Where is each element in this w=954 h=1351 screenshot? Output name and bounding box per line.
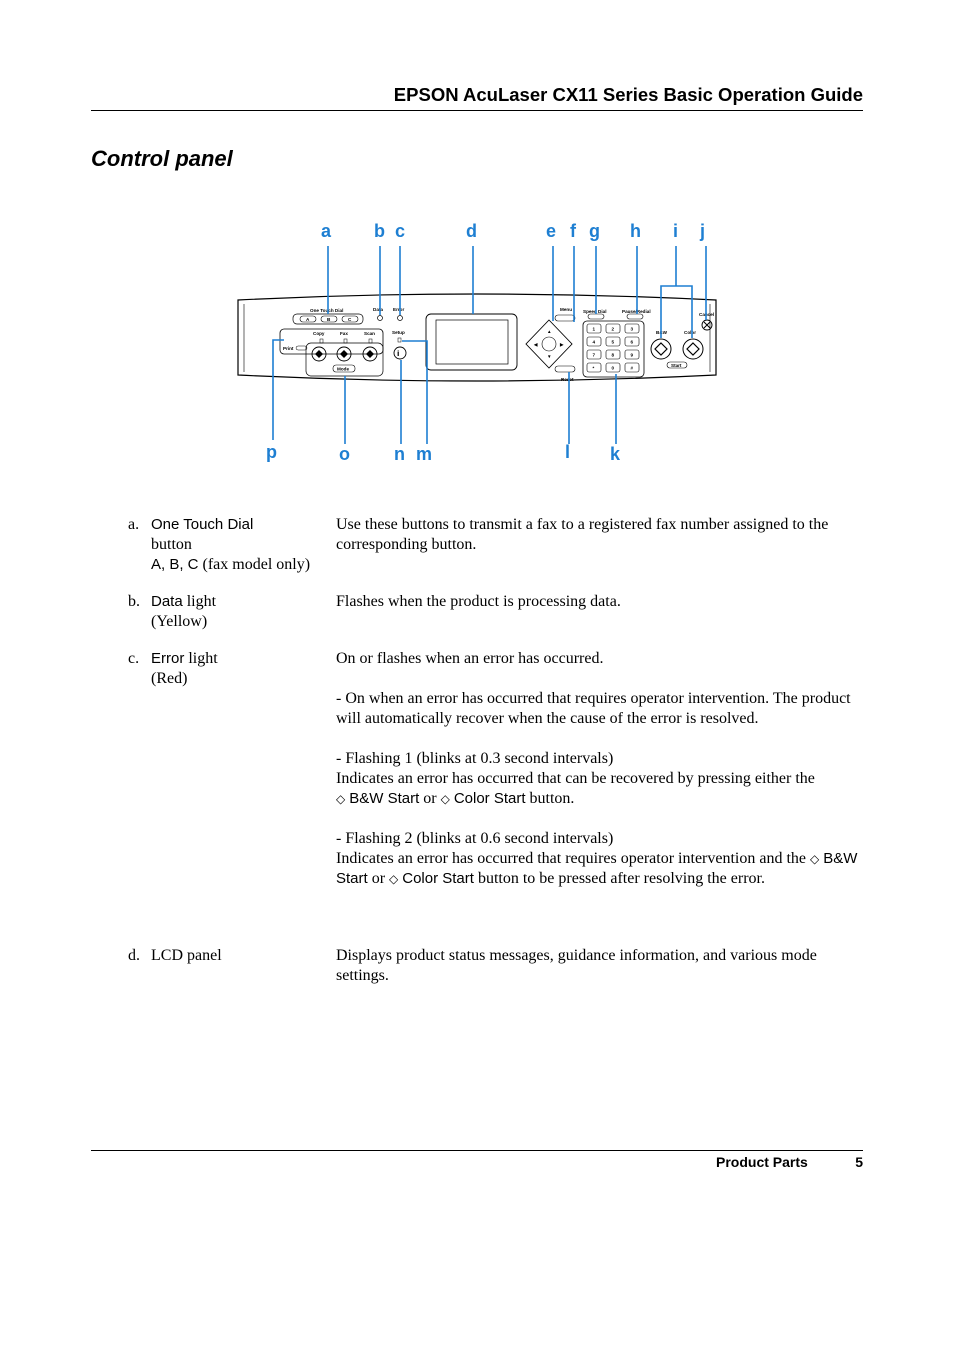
item-description: Displays product status messages, guidance information, and various mode settings. (336, 947, 817, 984)
panel-label-error: Error (393, 307, 405, 312)
callout-m: m (416, 444, 433, 464)
callout-b: b (374, 221, 385, 241)
svg-text:B: B (327, 317, 331, 322)
header-rule (91, 110, 863, 111)
callout-h: h (630, 221, 641, 241)
list-item: a. One Touch Dial button A, B, C (fax model only) Use these buttons to transmit a fax to a registered fax number assigned to the corresponding button. (128, 515, 868, 592)
item-description: On or flashes when an error has occurred. - On when an error has occurred that requires operator intervention. The product will automatically recover when the cause of the error is resolved. - Flashing 1 (blinks at 0.3 second intervals) Indicates an error has occurred that can be recovered by pressing either the ◇ B&W Start or ◇ Color Start button. - Flashing 2 (blinks at 0.6 second intervals) Indicates an error has occurred that requires operator intervention and the ◇ B&W Start or ◇ Color Start button to be pressed after resolving the error. (336, 649, 862, 889)
lcd-panel (426, 314, 517, 370)
flashing-1-paragraph: - Flashing 1 (blinks at 0.3 second intervals) Indicates an error has occurred that can be recovered by pressing either the ◇ B&W Start or ◇ Color Start button. (336, 750, 815, 807)
keypad-key-label: 3 (630, 326, 634, 332)
keypad-key-label: 6 (630, 339, 634, 345)
callout-d: d (466, 221, 477, 241)
svg-text:A: A (306, 317, 310, 322)
callout-c: c (395, 221, 406, 241)
keypad-key-label: 4 (592, 339, 596, 345)
keypad-key-label: 8 (611, 352, 615, 358)
svg-text:Menu: Menu (560, 307, 572, 312)
keypad-key-label: 9 (630, 352, 634, 358)
start-diamond-icon: ◇ (810, 852, 820, 866)
svg-text:Color: Color (684, 330, 696, 335)
keypad-key-label: 2 (611, 326, 615, 332)
svg-text:Speed Dial: Speed Dial (583, 309, 607, 314)
callout-o: o (339, 444, 350, 464)
svg-text:Print: Print (283, 346, 294, 351)
list-item: c. Error light (Red) On or flashes when an error has occurred. - On when an error has occurred that requires operator intervention. The product will automatically recover when the cause of the error is resolved. - Flashing 1 (blinks at 0.3 second intervals) Indicates an error has occurred that can be recovered by pressing either the ◇ B&W Start or ◇ Color Start button. - Flashing 2 (blinks at 0.6 second intervals) Indicates an error has occurred that requires operator intervention and the ◇ B&W Start or ◇ Color Start button to be pressed after resolving the error. (128, 649, 868, 946)
section-title: Control panel (91, 146, 233, 171)
svg-text:C: C (348, 317, 352, 322)
panel-label-data: Data (373, 307, 383, 312)
callout-k: k (610, 444, 621, 464)
svg-text:Start: Start (671, 363, 682, 368)
callout-p: p (266, 442, 277, 462)
keypad-key-label: 5 (611, 339, 615, 345)
page-number: 5 (855, 1154, 863, 1170)
footer-section-name: Product Parts (716, 1154, 808, 1170)
svg-text:Fax: Fax (340, 331, 348, 336)
svg-text:Pause/Redial: Pause/Redial (622, 309, 651, 314)
start-diamond-icon: ◇ (440, 792, 450, 806)
keypad-key-label: # (630, 365, 634, 371)
svg-text:i: i (397, 350, 400, 358)
keypad-keys (587, 324, 639, 372)
svg-text:Reset: Reset (561, 377, 574, 382)
svg-text:▲: ▲ (547, 329, 552, 334)
keypad-key-label: 7 (592, 352, 596, 358)
keypad-key-label: * (592, 365, 595, 371)
callout-f: f (570, 221, 576, 241)
callout-a: a (321, 221, 332, 241)
svg-text:◀: ◀ (534, 342, 538, 347)
control-panel-diagram (0, 200, 954, 475)
item-description: Flashes when the product is processing data. (336, 593, 621, 610)
item-description: Use these buttons to transmit a fax to a registered fax number assigned to the corresponding button. (336, 516, 829, 553)
list-item: b. Data light (Yellow) Flashes when the product is processing data. (128, 592, 868, 649)
callout-j: j (700, 221, 706, 241)
callout-e: e (546, 221, 557, 241)
flashing-2-paragraph: - Flashing 2 (blinks at 0.6 second intervals) Indicates an error has occurred that requires operator intervention and the ◇ B&W Start or ◇ Color Start button to be pressed after resolving the error. (336, 830, 858, 887)
svg-text:Setup: Setup (392, 330, 405, 335)
svg-text:B&W: B&W (656, 330, 667, 335)
callout-i: i (673, 221, 679, 241)
callout-n: n (394, 444, 405, 464)
footer-rule (91, 1150, 863, 1151)
svg-text:▼: ▼ (547, 354, 552, 359)
svg-text:▶: ▶ (560, 342, 564, 347)
start-diamond-icon: ◇ (389, 872, 399, 886)
list-item: d. LCD panel Displays product status messages, guidance information, and various mode settings. (128, 946, 868, 1006)
keypad-key-label: 1 (592, 326, 596, 332)
panel-label-one-touch-dial: One Touch Dial (310, 308, 344, 313)
svg-text:Copy: Copy (313, 331, 325, 336)
callout-l: l (565, 442, 571, 462)
svg-text:Cancel: Cancel (699, 312, 715, 317)
header-title: EPSON AcuLaser CX11 Series Basic Operation Guide (393, 84, 863, 105)
callout-g: g (589, 221, 600, 241)
svg-text:Scan: Scan (364, 331, 375, 336)
start-diamond-icon: ◇ (336, 792, 346, 806)
description-list (128, 515, 868, 1006)
keypad-key-label: 0 (611, 365, 615, 371)
svg-text:Mode: Mode (337, 366, 349, 372)
